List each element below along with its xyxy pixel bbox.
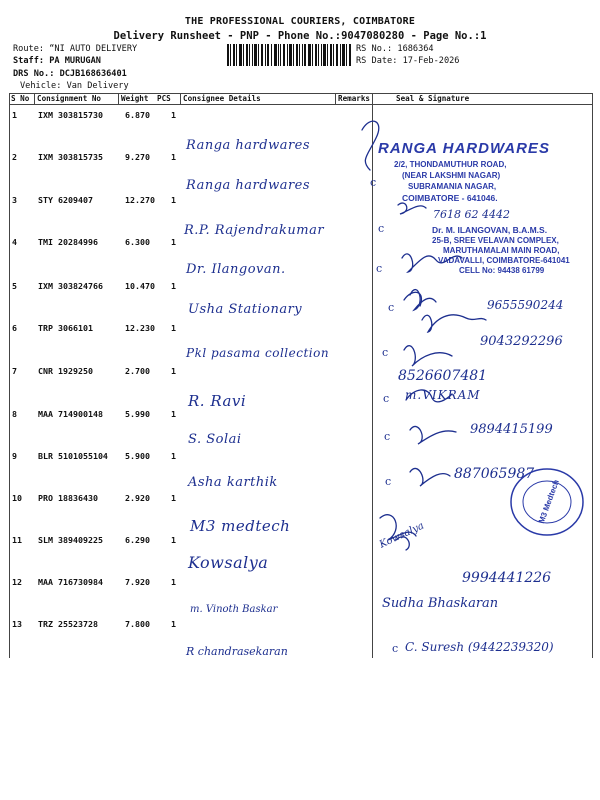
row-sno: 8 xyxy=(12,409,17,419)
row-consignment: IXM 303815735 xyxy=(38,152,103,162)
col-header-consignment: Consignment No xyxy=(37,94,102,103)
stamp-ranga-addr2: (NEAR LAKSHMI NAGAR) xyxy=(402,171,501,180)
stamp-ranga-addr3: SUBRAMANIA NAGAR, xyxy=(408,182,497,191)
row-pcs: 1 xyxy=(171,409,176,419)
row-remark: c xyxy=(392,642,399,655)
row-remark: c xyxy=(378,222,385,235)
stamp-dr-addr2: MARUTHAMALAI MAIN ROAD, xyxy=(443,246,560,255)
row-consignment: PRO 18836430 xyxy=(38,493,98,503)
row-pcs: 1 xyxy=(171,366,176,376)
row-sno: 13 xyxy=(12,619,22,629)
row-consignee: Dr. Ilangovan. xyxy=(186,262,286,277)
row-signature-phone: 9655590244 xyxy=(487,298,564,312)
row-consignee: R chandrasekaran xyxy=(186,645,288,658)
col-divider xyxy=(34,93,35,104)
col-header-consignee: Consignee Details xyxy=(183,94,261,103)
col-header-weight: Weight xyxy=(121,94,149,103)
row-remark: c xyxy=(382,346,389,359)
row-pcs: 1 xyxy=(171,195,176,205)
signature-kowsalya: Kowsalya xyxy=(377,520,426,551)
row-remark: c xyxy=(384,430,391,443)
row-remark: c xyxy=(385,475,392,488)
stamp-ranga-city: COIMBATORE - 641046. xyxy=(402,193,498,203)
row-weight: 6.290 xyxy=(125,535,150,545)
row-consignment: IXM 303824766 xyxy=(38,281,103,291)
stamp-dr-cell: CELL No: 94438 61799 xyxy=(459,266,545,275)
row-consignment: BLR 5101055104 xyxy=(38,451,108,461)
row-signature-phone: 9994441226 xyxy=(462,570,552,586)
row-consignment: IXM 303815730 xyxy=(38,110,103,120)
stamp-ranga-addr1: 2/2, THONDAMUTHUR ROAD, xyxy=(394,160,507,169)
row-sno: 5 xyxy=(12,281,17,291)
row-weight: 7.920 xyxy=(125,577,150,587)
table-left-line xyxy=(9,93,10,658)
row-consignee: Ranga hardwares xyxy=(186,138,311,153)
signature-vikram: m.VIKRAM xyxy=(405,388,481,402)
row-signature-phone: 7618 62 4442 xyxy=(433,208,510,221)
signature-scribbles xyxy=(340,110,600,660)
row-consignee: Kowsalya xyxy=(188,553,269,572)
rs-number: RS No.: 1686364 xyxy=(356,44,434,54)
row-sno: 2 xyxy=(12,152,17,162)
row-signature-phone: 887065987 xyxy=(454,466,535,482)
col-header-pcs: PCS xyxy=(157,94,171,103)
row-consignment: STY 6209407 xyxy=(38,195,93,205)
row-consignee: m. Vinoth Baskar xyxy=(190,604,278,615)
row-pcs: 1 xyxy=(171,619,176,629)
row-consignee: S. Solai xyxy=(188,432,242,447)
staff-label: Staff: PA MURUGAN xyxy=(13,56,101,66)
row-consignee: R.P. Rajendrakumar xyxy=(184,223,325,238)
row-weight: 12.230 xyxy=(125,323,155,333)
row-sno: 12 xyxy=(12,577,22,587)
drs-number: DRS No.: DCJB168636401 xyxy=(13,69,127,79)
row-consignment: CNR 1929250 xyxy=(38,366,93,376)
row-weight: 5.900 xyxy=(125,451,150,461)
row-remark: c xyxy=(383,392,390,405)
runsheet-subtitle: Delivery Runsheet - PNP - Phone No.:9047080280 - Page No.:1 xyxy=(113,30,487,42)
row-sno: 6 xyxy=(12,323,17,333)
row-weight: 12.270 xyxy=(125,195,155,205)
row-signature-phone: 9894415199 xyxy=(470,422,553,437)
stamp-dr-addr3: VADAVALLI, COIMBATORE-641041 xyxy=(438,256,570,265)
stamp-dr-addr1: 25-B, SREE VELAVAN COMPLEX, xyxy=(432,236,559,245)
row-pcs: 1 xyxy=(171,577,176,587)
row-consignment: TRZ 25523728 xyxy=(38,619,98,629)
signature-sudha: Sudha Bhaskaran xyxy=(382,596,499,611)
row-sno: 7 xyxy=(12,366,17,376)
barcode xyxy=(227,44,351,66)
col-divider xyxy=(180,93,181,104)
company-title: THE PROFESSIONAL COURIERS, COIMBATORE xyxy=(184,16,416,27)
row-pcs: 1 xyxy=(171,493,176,503)
m3-stamp-text: M3 Medtech xyxy=(536,478,561,525)
stamp-dr-name: Dr. M. ILANGOVAN, B.A.M.S. xyxy=(432,225,548,235)
row-remark: c xyxy=(370,176,377,189)
row-consignee: Usha Stationary xyxy=(188,302,303,317)
row-sno: 9 xyxy=(12,451,17,461)
row-weight: 2.700 xyxy=(125,366,150,376)
row-consignee: R. Ravi xyxy=(188,392,247,410)
stamp-ranga-name: RANGA HARDWARES xyxy=(378,140,550,157)
row-consignment: MAA 714900148 xyxy=(38,409,103,419)
row-consignment: TRP 3066101 xyxy=(38,323,93,333)
row-remark: c xyxy=(376,262,383,275)
row-pcs: 1 xyxy=(171,237,176,247)
row-remark: c xyxy=(388,301,395,314)
route-label: Route: “NI AUTO DELIVERY xyxy=(13,44,138,54)
col-header-seal: Seal & Signature xyxy=(396,94,470,103)
row-pcs: 1 xyxy=(171,451,176,461)
row-pcs: 1 xyxy=(171,323,176,333)
row-consignment: SLM 389409225 xyxy=(38,535,103,545)
row-consignment: TMI 20284996 xyxy=(38,237,98,247)
col-header-sno: S No xyxy=(11,94,30,103)
row-sno: 11 xyxy=(12,535,22,545)
row-weight: 10.470 xyxy=(125,281,155,291)
row-sno: 1 xyxy=(12,110,17,120)
row-weight: 6.870 xyxy=(125,110,150,120)
row-weight: 7.800 xyxy=(125,619,150,629)
row-weight: 5.990 xyxy=(125,409,150,419)
table-header-line xyxy=(9,104,592,105)
row-signature-phone: C. Suresh (9442239320) xyxy=(405,640,554,654)
row-weight: 6.300 xyxy=(125,237,150,247)
row-signature-phone: 9043292296 xyxy=(480,334,563,349)
row-consignment: MAA 716730984 xyxy=(38,577,103,587)
col-header-remarks: Remarks xyxy=(338,94,371,103)
row-pcs: 1 xyxy=(171,281,176,291)
col-divider xyxy=(335,93,336,104)
row-weight: 9.270 xyxy=(125,152,150,162)
rs-date: RS Date: 17-Feb-2026 xyxy=(356,56,460,66)
row-sno: 3 xyxy=(12,195,17,205)
vehicle-label: Vehicle: Van Delivery xyxy=(20,81,129,91)
row-pcs: 1 xyxy=(171,152,176,162)
row-sno: 4 xyxy=(12,237,17,247)
row-signature-phone: 8526607481 xyxy=(398,368,488,384)
col-divider xyxy=(118,93,119,104)
row-consignee: Ranga hardwares xyxy=(186,178,311,193)
row-consignee: M3 medtech xyxy=(190,517,291,535)
row-pcs: 1 xyxy=(171,110,176,120)
row-weight: 2.920 xyxy=(125,493,150,503)
row-consignee: Pkl pasama collection xyxy=(186,346,330,360)
row-pcs: 1 xyxy=(171,535,176,545)
row-sno: 10 xyxy=(12,493,22,503)
row-consignee: Asha karthik xyxy=(188,475,278,490)
